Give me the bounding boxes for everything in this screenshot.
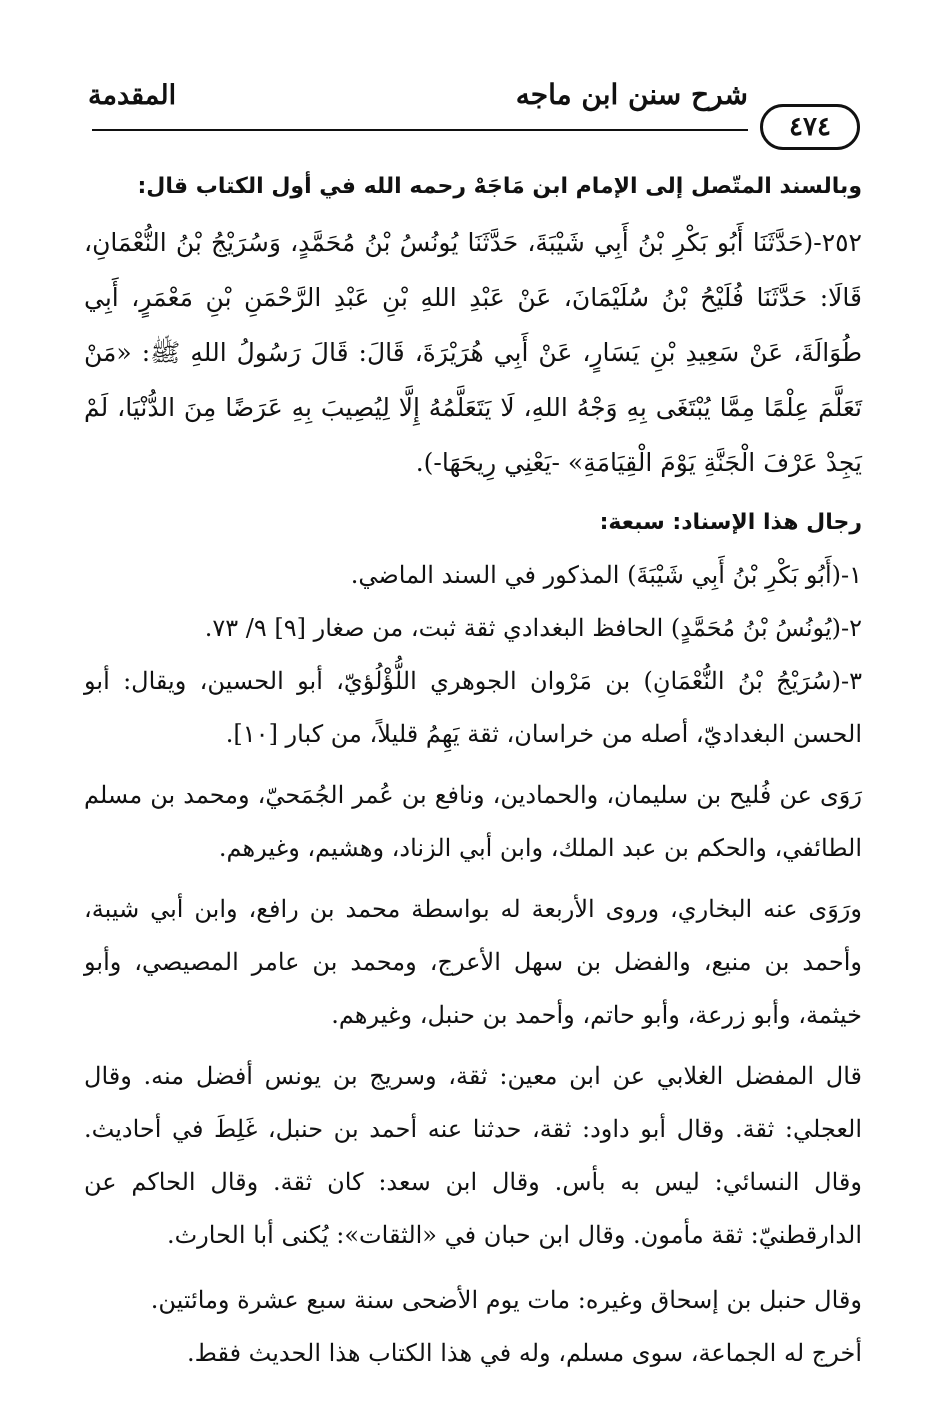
narrator-3: ٣-(سُرَيْجُ بْنُ النُّعْمَانِ) بن مَرْوان الجوهري اللُّؤْلُؤيّ، أبو الحسين، ويقال: أبو الحسن البغداديّ، أصله من خراسان، ثقة يَهِمُ قليلاً، من كبار [١٠]. <box>84 667 862 748</box>
paragraph-assessments: قال المفضل الغلابي عن ابن معين: ثقة، وسريج بن يونس أفضل منه. وقال العجلي: ثقة. وقال أبو داود: ثقة، حدثنا عنه أحمد بن حنبل، غَلِطَ في أحاديث. وقال النسائي: ليس به بأس. وقال ابن سعد: كان ثقة. وقال الحاكم عن الدارقطنيّ: ثقة مأمون. وقال ابن حبان في «الثقات»: يُكنى أبا الحارث. <box>84 1062 863 1249</box>
section-name: المقدمة <box>88 80 177 111</box>
header-divider <box>92 129 748 131</box>
narrators-heading: رجال هذا الإسناد: سبعة: <box>599 510 862 535</box>
paragraph-narrated-from: رَوَى عن فُليح بن سليمان، والحمادين، ونافع بن عُمر الجُمَحيّ، ومحمد بن مسلم الطائفي، والحكم بن عبد الملك، وابن أبي الزناد، وهشيم، وغيرهم. <box>84 781 862 862</box>
paragraph-collections: أخرج له الجماعة، سوى مسلم، وله في هذا الكتاب هذا الحديث فقط. <box>187 1339 862 1367</box>
page-body <box>84 160 862 1380</box>
hadith-text: ٢٥٢-(حَدَّثَنَا أَبُو بَكْرِ بْنُ أَبِي شَيْبَةَ، حَدَّثَنَا يُونُسُ بْنُ مُحَمَّدٍ، وَسُرَيْجُ بْنُ النُّعْمَانِ، قَالَا: حَدَّثَنَا فُلَيْحُ بْنُ سُلَيْمَانَ، عَنْ عَبْدِ اللهِ بْنِ عَبْدِ الرَّحْمَنِ بْنِ مَعْمَرٍ، أَبِي طُوَالَةَ، عَنْ سَعِيدِ بْنِ يَسَارٍ، عَنْ أَبِي هُرَيْرَةَ، قَالَ: قَالَ رَسُولُ اللهِ ﷺ: «مَنْ تَعَلَّمَ عِلْمًا مِمَّا يُبْتَغَى بِهِ وَجْهُ اللهِ، لَا يَتَعَلَّمُهُ إِلَّا لِيُصِيبَ بِهِ عَرَضًا مِنَ الدُّنْيَا، لَمْ يَجِدْ عَرْفَ الْجَنَّةِ يَوْمَ الْقِيَامَةِ» -يَعْنِي رِيحَهَا-). <box>84 228 862 477</box>
narrator-1: ١-(أَبُو بَكْرِ بْنُ أَبِي شَيْبَةَ) المذكور في السند الماضي. <box>350 561 862 589</box>
page-number: ٤٧٤ <box>760 104 860 150</box>
chain-intro: وبالسند المتّصل إلى الإمام ابن مَاجَهْ رحمه الله في أول الكتاب قال: <box>137 174 862 199</box>
book-title: شرح سنن ابن ماجه <box>515 78 748 111</box>
paragraph-narrated-by: ورَوَى عنه البخاري، وروى الأربعة له بواسطة محمد بن رافع، وابن أبي شيبة، وأحمد بن منيع، والفضل بن سهل الأعرج، ومحمد بن عامر المصيصي، وأبو خيثمة، وأبو زرعة، وأبو حاتم، وأحمد بن حنبل، وغيرهم. <box>84 895 863 1029</box>
narrator-2: ٢-(يُونُسُ بْنُ مُحَمَّدٍ) الحافظ البغدادي ثقة ثبت، من صغار [٩] ٩/ ٧٣. <box>204 614 862 642</box>
paragraph-death: وقال حنبل بن إسحاق وغيره: مات يوم الأضحى سنة سبع عشرة ومائتين. <box>150 1286 862 1314</box>
